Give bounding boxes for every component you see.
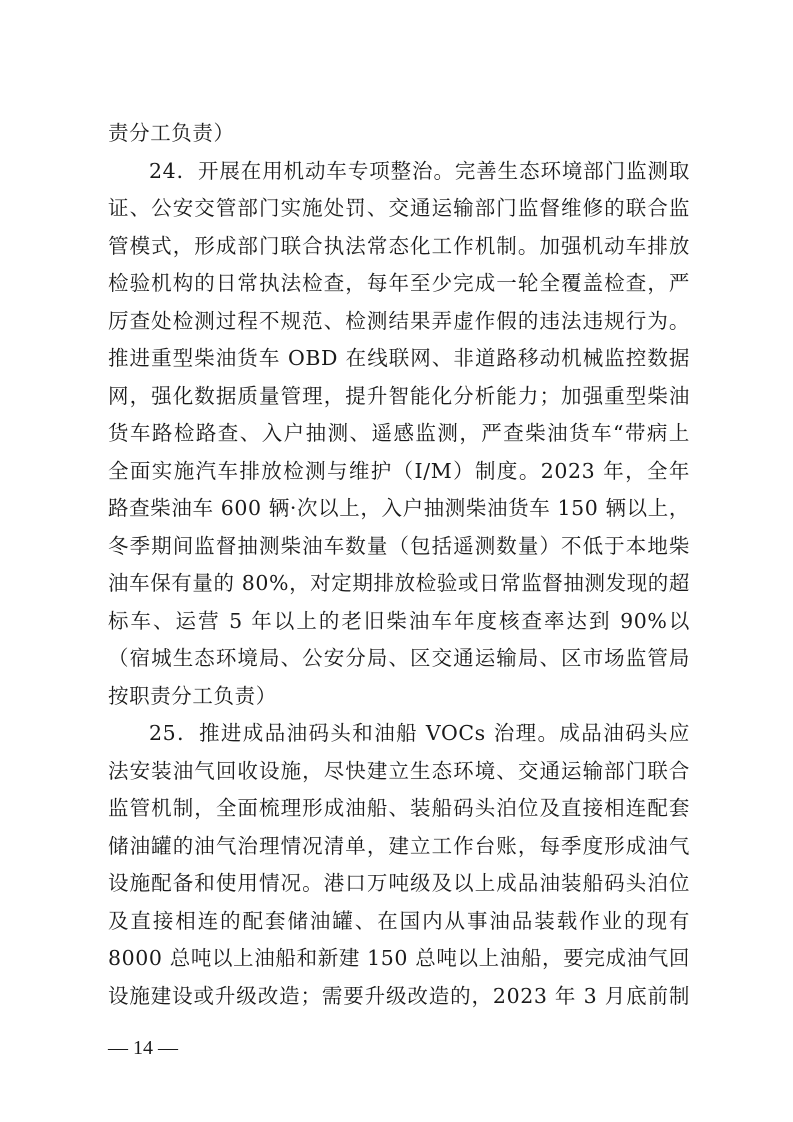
page-number: — 14 —: [108, 1037, 178, 1059]
text-line: 油车保有量的 80%，对定期排放检验或日常监督抽测发现的超: [108, 571, 690, 595]
text-line: 推进重型柴油货车 OBD 在线联网、非道路移动机械监控数据: [108, 346, 690, 370]
text-line: 监管机制，全面梳理形成油船、装船码头泊位及直接相连配套: [108, 796, 690, 820]
text-line: 8000 总吨以上油船和新建 150 总吨以上油船，要完成油气回: [108, 946, 690, 970]
text-line: 货车路检路查、入户抽测、遥感监测，严查柴油货车“带病上: [108, 421, 690, 445]
text-line: 标车、运营 5 年以上的老旧柴油车年度核查率达到 90%以: [108, 608, 690, 633]
paragraph-25-heading-line: 25．推进成品油码头和油船 VOCs 治理。成品油码头应: [149, 721, 690, 745]
body-text: [108, 115, 690, 1015]
text-line: 冬季期间监督抽测柴油车数量（包括遥测数量）不低于本地柴: [108, 533, 690, 558]
text-line: 网，强化数据质量管理，提升智能化分析能力；加强重型柴油: [108, 383, 690, 408]
text-line: 管模式，形成部门联合执法常态化工作机制。加强机动车排放: [108, 233, 690, 258]
text-line: 及直接相连的配套储油罐、在国内从事油品装载作业的现有: [108, 908, 690, 933]
text-line: 法安装油气回收设施，尽快建立生态环境、交通运输部门联合: [108, 758, 690, 783]
text-line: 储油罐的油气治理情况清单，建立工作台账，每季度形成油气: [108, 833, 690, 858]
text-line: 检验机构的日常执法检查，每年至少完成一轮全覆盖检查，严: [108, 271, 690, 295]
paragraph-24-heading-line: 24．开展在用机动车专项整治。完善生态环境部门监测取: [149, 158, 690, 183]
responsible-units-line: 按职责分工负责）: [108, 683, 277, 708]
text-line: 厉查处检测过程不规范、检测结果弄虚作假的违法违规行为。: [108, 308, 690, 333]
text-line: 证、公安交管部门实施处罚、交通运输部门监督维修的联合监: [108, 196, 690, 220]
responsible-units-line: （宿城生态环境局、公安分局、区交通运输局、区市场监管局: [108, 646, 690, 670]
text-line: 全面实施汽车排放检测与维护（I/M）制度。2023 年，全年: [108, 458, 690, 483]
text-line: 设施建设或升级改造；需要升级改造的，2023 年 3 月底前制: [108, 983, 690, 1008]
text-line: 设施配备和使用情况。港口万吨级及以上成品油装船码头泊位: [108, 871, 690, 895]
text-line: 路查柴油车 600 辆·次以上，入户抽测柴油货车 150 辆以上，: [108, 496, 690, 520]
text-line: 责分工负责）: [108, 121, 235, 145]
